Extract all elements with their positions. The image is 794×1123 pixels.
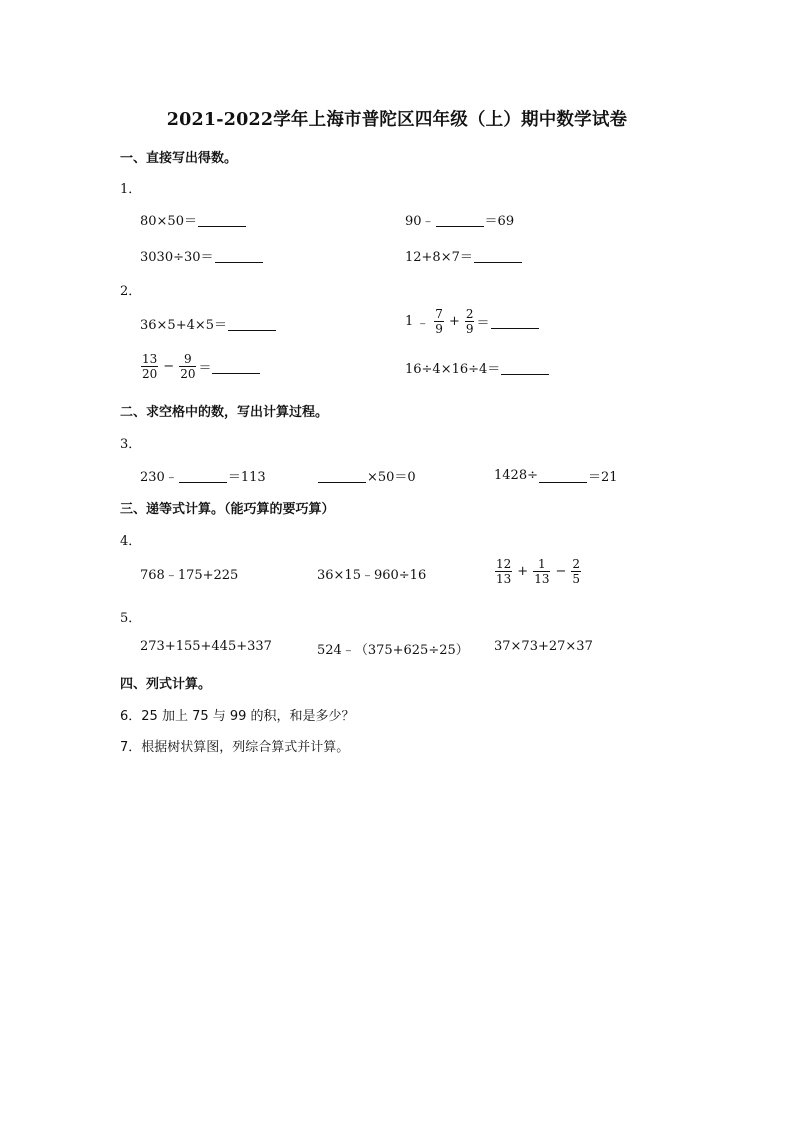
section-heading-3: 三、递等式计算。（能巧算的要巧算）: [120, 502, 335, 517]
fraction: [179, 352, 196, 381]
fraction: [533, 557, 550, 586]
section-heading-2: 二、求空格中的数，写出计算过程。: [120, 405, 329, 420]
q1a-text: 80×50＝: [140, 214, 197, 229]
q3-expression-c: [494, 466, 618, 485]
q2b-one: 1: [405, 314, 414, 329]
q1-expression-a: [140, 210, 247, 229]
denominator: 13: [496, 572, 512, 586]
question-number-4: 4．: [120, 534, 142, 549]
q1d-text: 12+8×7＝: [405, 250, 473, 265]
q3a-text-right: ＝113: [227, 470, 266, 485]
answer-blank[interactable]: [198, 213, 246, 227]
q2a-text: 36×5+4×5＝: [140, 318, 228, 333]
plus-sign: +: [448, 314, 460, 329]
denominator: 9: [435, 322, 443, 336]
q1b-text-right: ＝69: [484, 214, 515, 229]
numerator: 2: [572, 557, 581, 571]
q3-expression-a: [140, 466, 266, 485]
q5c-text: 37×73+27×37: [494, 639, 593, 654]
q4-expression-b: [317, 564, 426, 583]
fraction: [465, 307, 475, 336]
answer-blank[interactable]: [212, 360, 260, 374]
section-heading-4: 四、列式计算。: [120, 677, 212, 692]
question-number-1: 1．: [120, 182, 142, 197]
q3a-text-left: 230﹣: [140, 470, 178, 485]
q5-expression-b: [317, 639, 469, 658]
q2-expression-d: [405, 358, 550, 377]
fraction: [495, 557, 512, 586]
answer-blank[interactable]: [474, 249, 522, 263]
numerator: 2: [465, 307, 474, 321]
q3c-text-left: 1428÷: [494, 468, 538, 483]
numerator: 13: [142, 352, 158, 366]
question-7: 7．根据树状算图，列综合算式并计算。: [120, 740, 350, 755]
q4-expression-a: [140, 564, 238, 583]
fraction: [141, 352, 158, 381]
fraction: [571, 557, 581, 586]
q3-expression-b: [317, 466, 416, 485]
question-number-2: 2．: [120, 284, 142, 299]
fraction: [434, 307, 444, 336]
answer-blank[interactable]: [179, 469, 227, 483]
q3b-text-right: ×50＝0: [367, 470, 416, 485]
numerator: 7: [435, 307, 443, 321]
numerator: 12: [496, 557, 512, 571]
q1-expression-b: [405, 210, 514, 229]
denominator: 5: [572, 572, 581, 586]
answer-blank[interactable]: [436, 213, 484, 227]
q4b-text: 36×15﹣960÷16: [317, 568, 427, 583]
question-number-3: 3．: [120, 437, 142, 452]
section-heading-1: 一、直接写出得数。: [120, 151, 238, 166]
q1b-text-left: 90﹣: [405, 214, 435, 229]
q2-expression-c: [139, 352, 261, 381]
plus-sign: +: [517, 564, 529, 579]
answer-blank[interactable]: [228, 317, 276, 331]
answer-blank[interactable]: [215, 249, 263, 263]
question-number-5: 5．: [120, 611, 142, 626]
answer-blank[interactable]: [501, 361, 549, 375]
q5b-text: 524﹣（375+625÷25）: [317, 643, 469, 658]
minus-sign: −: [555, 564, 567, 579]
answer-blank[interactable]: [539, 469, 587, 483]
numerator: 9: [184, 352, 192, 366]
denominator: 20: [180, 367, 196, 381]
page-title: 2021-2022学年上海市普陀区四年级（上）期中数学试卷: [166, 110, 628, 130]
equals-sign: ＝: [198, 361, 212, 376]
q1c-text: 3030÷30＝: [140, 250, 214, 265]
denominator: 20: [142, 367, 158, 381]
q5-expression-c: [494, 639, 593, 654]
q5-expression-a: [140, 639, 272, 654]
minus-sign: ﹣: [416, 316, 430, 331]
q2-expression-b: [405, 307, 540, 336]
q2-expression-a: [140, 314, 277, 333]
q4-expression-c: [493, 557, 583, 586]
q2d-text: 16÷4×16÷4＝: [405, 362, 501, 377]
q1-expression-c: [140, 246, 264, 265]
answer-blank[interactable]: [318, 469, 366, 483]
minus-sign: −: [163, 359, 175, 374]
q4a-text: 768﹣175+225: [140, 568, 239, 583]
q3c-text-right: ＝21: [587, 470, 618, 485]
q1-expression-d: [405, 246, 523, 265]
denominator: 13: [534, 572, 550, 586]
equals-sign: ＝: [476, 316, 490, 331]
answer-blank[interactable]: [491, 315, 539, 329]
denominator: 9: [465, 322, 474, 336]
q5a-text: 273+155+445+337: [140, 639, 272, 654]
question-6: 6．25 加上 75 与 99 的积，和是多少？: [120, 709, 355, 724]
numerator: 1: [538, 557, 546, 571]
